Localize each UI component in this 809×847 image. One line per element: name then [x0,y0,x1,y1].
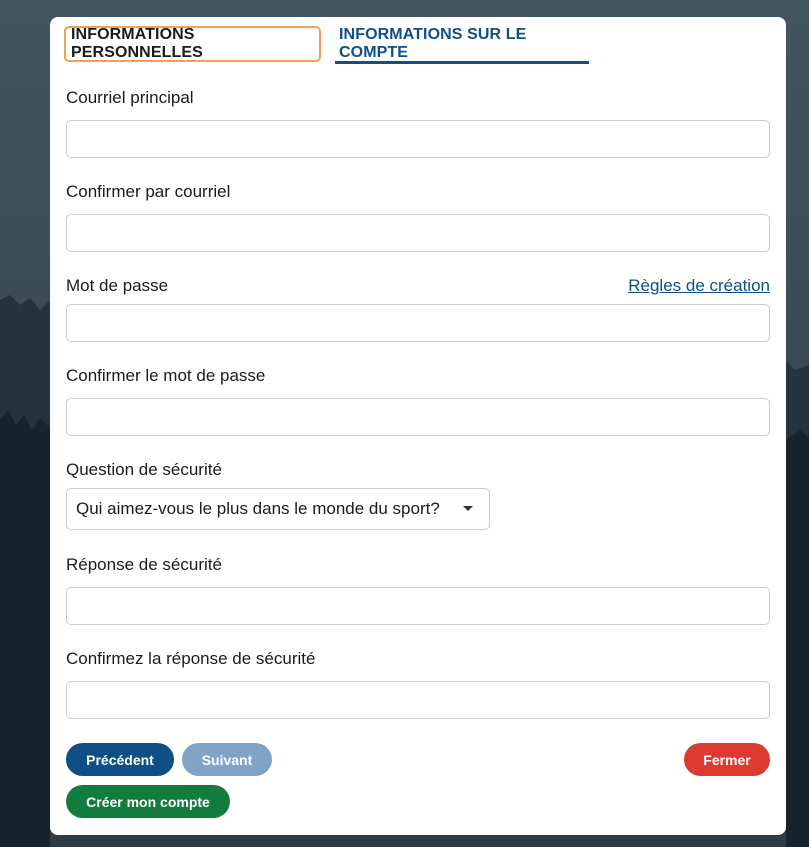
close-button[interactable]: Fermer [684,743,770,776]
security-question-label: Question de sécurité [66,460,222,479]
next-button[interactable]: Suivant [182,743,272,776]
previous-button[interactable]: Précédent [66,743,174,776]
tab-account-info[interactable] [335,26,589,64]
password-rules-link[interactable]: Règles de création [628,276,770,295]
account-form-card [50,17,786,835]
security-question-select[interactable] [66,488,490,530]
password-label: Mot de passe [66,276,169,295]
confirm-email-label: Confirmer par courriel [66,182,231,201]
security-answer-field[interactable] [66,587,770,625]
password-field[interactable] [66,304,770,342]
confirm-security-answer-field[interactable] [66,681,770,719]
email-field[interactable] [66,120,770,158]
tab-personal-info-label: INFORMATIONS PERSONNELLES [71,26,203,61]
confirm-email-field[interactable] [66,214,770,252]
create-account-button[interactable]: Créer mon compte [66,785,230,818]
tab-personal-info[interactable] [64,26,321,62]
confirm-password-label: Confirmer le mot de passe [66,366,266,385]
confirm-security-answer-label: Confirmez la réponse de sécurité [66,649,316,668]
form-tabs [64,26,589,64]
security-answer-label: Réponse de sécurité [66,555,222,574]
tab-account-info-label: INFORMATIONS SUR LE COMPTE [339,26,527,61]
caret-down-icon [463,506,473,511]
security-question-selected: Qui aimez-vous le plus dans le monde du sport? [76,499,440,518]
email-label: Courriel principal [66,88,194,107]
confirm-password-field[interactable] [66,398,770,436]
